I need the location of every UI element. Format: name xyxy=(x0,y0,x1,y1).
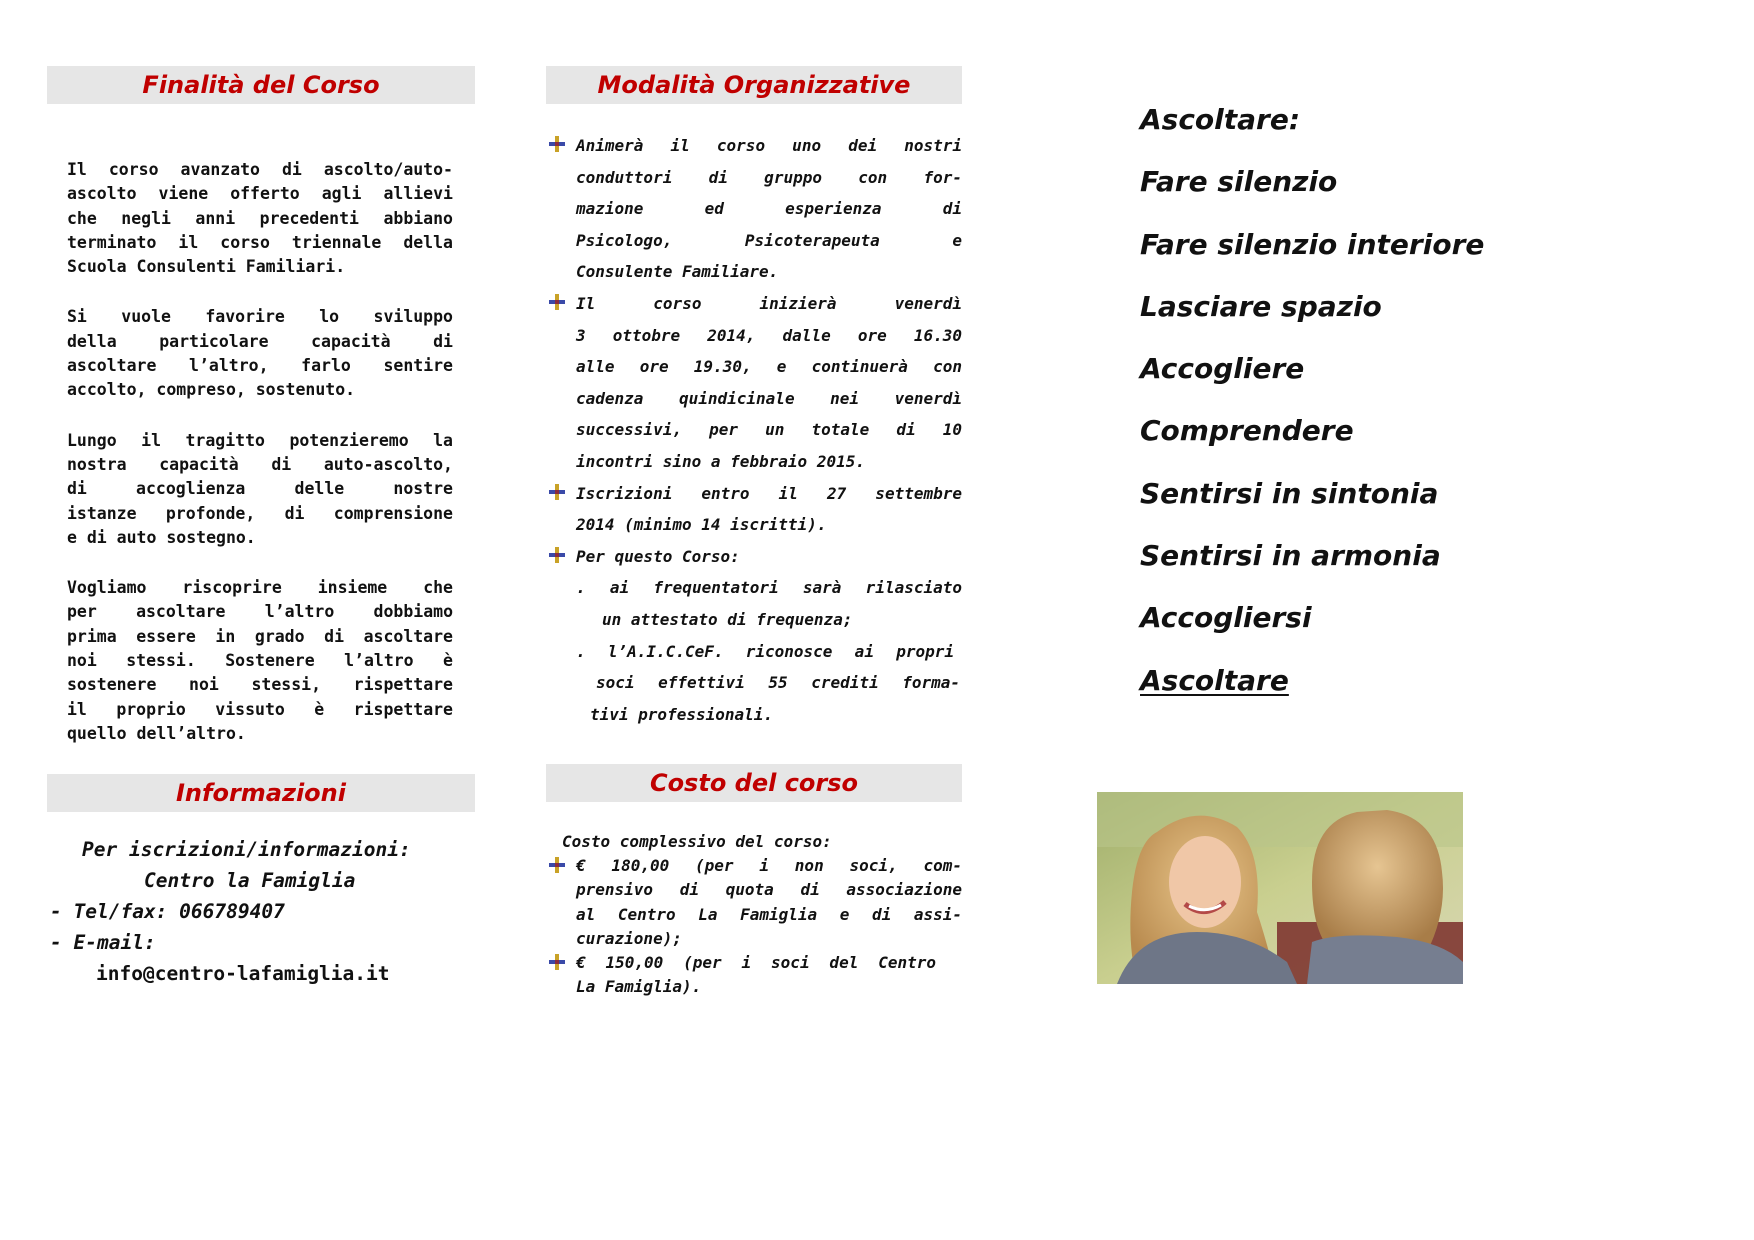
info-organization: Centro la Famiglia xyxy=(144,869,356,892)
bullet-arrow-icon xyxy=(548,546,566,564)
keyword: Fare silenzio xyxy=(1140,165,1338,199)
keyword: Comprendere xyxy=(1140,414,1354,448)
info-block xyxy=(50,834,470,989)
bullet-arrow-icon xyxy=(548,293,566,311)
paragraph xyxy=(67,305,453,402)
text-line: prensivo di quota di associazione xyxy=(576,880,962,900)
section-header-informazioni xyxy=(47,774,475,812)
bullet-arrow-icon xyxy=(548,135,566,153)
keyword: Accogliere xyxy=(1140,352,1305,386)
text-line: . ai frequentatori sarà rilasciato xyxy=(576,578,962,598)
list-item xyxy=(548,478,962,541)
text-line: quello dell’altro. xyxy=(67,723,246,743)
text-line: accolto, compreso, sostenuto. xyxy=(67,380,356,400)
text-line: Scuola Consulenti Familiari. xyxy=(67,257,346,277)
sub-item xyxy=(548,572,962,635)
text-line: Per questo Corso: xyxy=(576,546,740,566)
text-line: alle ore 19.30, e continuerà con xyxy=(576,357,962,377)
list-item xyxy=(548,854,962,951)
text-line: al Centro La Famiglia e di assi- xyxy=(576,904,962,924)
keyword: Lasciare spazio xyxy=(1140,289,1382,323)
text-line: ascoltare l’altro, farlo sentire xyxy=(67,356,453,376)
paragraph xyxy=(67,576,453,746)
text-line: successivi, per un totale di 10 xyxy=(576,420,962,440)
text-line: cadenza quindicinale nei venerdì xyxy=(576,388,962,408)
text-line: un attestato di frequenza; xyxy=(602,609,853,629)
info-line: Per iscrizioni/informazioni: xyxy=(82,838,411,861)
text-line: € 150,00 (per i soci del Centro xyxy=(576,953,936,973)
info-email-label xyxy=(50,927,470,958)
paragraph xyxy=(67,158,453,279)
text-line: 2014 (minimo 14 iscritti). xyxy=(576,515,827,535)
text-line: che negli anni precedenti abbiano xyxy=(67,208,453,228)
finalita-text xyxy=(67,158,453,772)
text-line: di accoglienza delle nostre xyxy=(67,479,453,499)
text-line: Iscrizioni entro il 27 settembre xyxy=(576,483,962,503)
cost-block xyxy=(548,830,962,999)
text-line: ascolto viene offerto agli allievi xyxy=(67,184,453,204)
text-line: terminato il corso triennale della xyxy=(67,232,453,252)
text-line: Vogliamo riscoprire insieme che xyxy=(67,578,453,598)
info-tel xyxy=(50,896,470,927)
text-line: Il corso inizierà venerdì xyxy=(576,293,962,313)
keyword-list xyxy=(1140,100,1484,723)
section-header-costo xyxy=(546,764,962,802)
list-item xyxy=(548,288,962,478)
dash: - xyxy=(50,931,62,954)
keyword: Accogliersi xyxy=(1140,601,1312,635)
keyword: Ascoltare: xyxy=(1140,103,1301,136)
section-title: Informazioni xyxy=(176,779,346,807)
text-line: e di auto sostegno. xyxy=(67,527,256,547)
modalita-list xyxy=(548,130,962,730)
text-line: € 180,00 (per i non soci, com- xyxy=(576,856,962,876)
text-line: soci effettivi 55 crediti forma- xyxy=(596,673,960,693)
section-title: Modalità Organizzative xyxy=(597,71,911,99)
text-line: incontri sino a febbraio 2015. xyxy=(576,451,865,471)
dash: - xyxy=(50,900,62,923)
list-item xyxy=(548,541,962,573)
text-line: istanze profonde, di comprensione xyxy=(67,503,453,523)
text-line: Lungo il tragitto potenzieremo la xyxy=(67,430,453,450)
photo-illustration xyxy=(1097,792,1463,984)
section-header-finalita xyxy=(47,66,475,104)
text-line: Animerà il corso uno dei nostri xyxy=(576,136,962,155)
keyword: Sentirsi in sintonia xyxy=(1140,476,1439,510)
text-line: curazione); xyxy=(576,928,682,948)
section-title: Finalità del Corso xyxy=(142,71,380,99)
text-line: della particolare capacità di xyxy=(67,331,453,351)
bullet-arrow-icon xyxy=(548,483,566,501)
email-label: E-mail: xyxy=(73,931,156,954)
text-line: mazione ed esperienza di xyxy=(576,199,962,219)
sub-item xyxy=(548,636,962,731)
text-line: per ascoltare l’altro dobbiamo xyxy=(67,602,453,622)
text-line: Il corso avanzato di ascolto/auto- xyxy=(67,160,453,179)
text-line: sostenere noi stessi, rispettare xyxy=(67,675,453,695)
text-line: Psicologo, Psicoterapeuta e xyxy=(576,230,962,250)
tel-text: Tel/fax: 066789407 xyxy=(73,900,285,923)
text-line: tivi professionali. xyxy=(590,704,774,724)
section-title: Costo del corso xyxy=(649,769,859,797)
list-item xyxy=(548,951,962,999)
bullet-arrow-icon xyxy=(548,953,566,971)
text-line: Si vuole favorire lo sviluppo xyxy=(67,307,453,327)
paragraph xyxy=(67,429,453,550)
text-line: Consulente Familiare. xyxy=(576,262,779,282)
text-line: prima essere in grado di ascoltare xyxy=(67,626,453,646)
email-link[interactable]: info@centro-lafamiglia.it xyxy=(96,962,390,985)
text-line: noi stessi. Sostenere l’altro è xyxy=(67,651,453,671)
text-line: . l’A.I.C.CeF. riconosce ai propri xyxy=(576,641,954,661)
text-line: nostra capacità di auto-ascolto, xyxy=(67,454,453,474)
text-line: 3 ottobre 2014, dalle ore 16.30 xyxy=(576,325,962,345)
text-line: il proprio vissuto è rispettare xyxy=(67,699,453,719)
keyword-underlined: Ascoltare xyxy=(1140,663,1289,697)
text-line: Costo complessivo del corso: xyxy=(562,832,832,851)
section-header-modalita xyxy=(546,66,962,104)
keyword: Sentirsi in armonia xyxy=(1140,539,1441,573)
keyword: Fare silenzio interiore xyxy=(1140,227,1485,261)
photo-two-women xyxy=(1097,792,1463,984)
list-item xyxy=(548,130,962,288)
text-line: La Famiglia). xyxy=(576,977,702,997)
bullet-arrow-icon xyxy=(548,856,566,874)
text-line: conduttori di gruppo con for- xyxy=(576,167,962,187)
